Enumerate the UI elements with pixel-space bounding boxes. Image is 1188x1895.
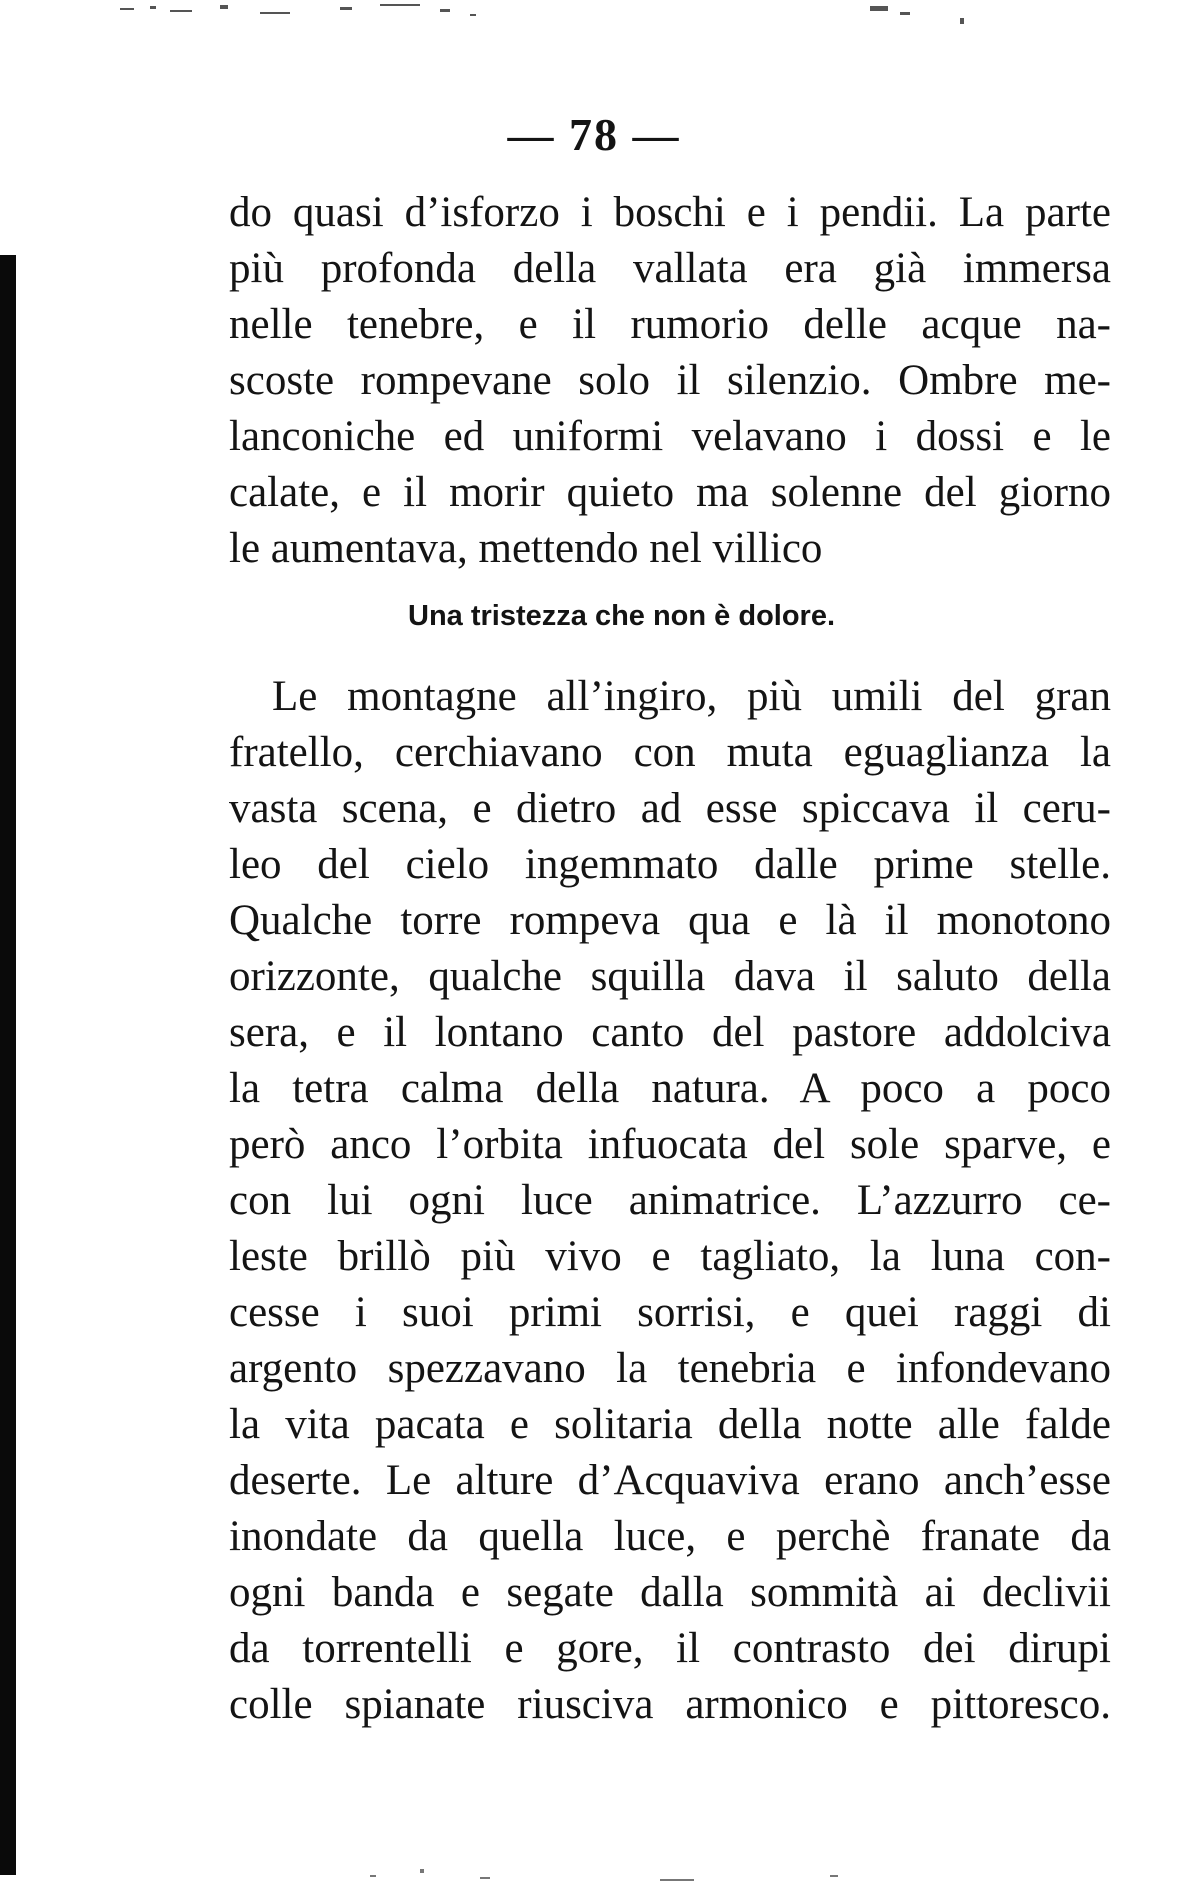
text-line: colle spianate riusciva armonico e pittoresco. (229, 1681, 1111, 1728)
text-line: la tetra calma della natura. A poco a poco (229, 1065, 1111, 1112)
text-line: leo del cielo ingemmato dalle prime stelle. (229, 841, 1111, 888)
text-line: Qualche torre rompeva qua e là il monotono (229, 897, 1111, 944)
text-line: argento spezzavano la tenebria e infondevano (229, 1345, 1111, 1392)
text-line: calate, e il morir quieto ma solenne del giorno (229, 469, 1111, 516)
text-line: con lui ogni luce animatrice. L’azzurro ce- (229, 1177, 1111, 1224)
page-number: — 78 — (507, 109, 681, 160)
text-line: le aumentava, mettendo nel villico (229, 525, 823, 572)
text-line: nelle tenebre, e il rumorio delle acque na- (229, 301, 1111, 348)
text-line: vasta scena, e dietro ad esse spiccava il ceru- (229, 785, 1111, 832)
text-line: Le montagne all’ingiro, più umili del gran (272, 673, 1111, 720)
text-line: scoste rompevane solo il silenzio. Ombre me- (229, 357, 1111, 404)
text-line: leste brillò più vivo e tagliato, la luna con- (229, 1233, 1111, 1280)
text-line: fratello, cerchiavano con muta eguaglianza la (229, 729, 1111, 776)
text-line: lanconiche ed uniformi velavano i dossi e le (229, 413, 1111, 460)
text-line: do quasi d’isforzo i boschi e i pendii. La parte (229, 189, 1111, 236)
page-left-edge-shadow (0, 255, 16, 1875)
text-line: orizzonte, qualche squilla dava il saluto della (229, 953, 1111, 1000)
quoted-verse: Una tristezza che non è dolore. (408, 600, 836, 632)
scan-noise-top (110, 0, 1070, 40)
text-line: da torrentelli e gore, il contrasto dei dirupi (229, 1625, 1111, 1672)
text-line: inondate da quella luce, e perchè franate da (229, 1513, 1111, 1560)
scan-noise-bottom (360, 1855, 880, 1885)
text-line: cesse i suoi primi sorrisi, e quei raggi di (229, 1289, 1111, 1336)
text-line: la vita pacata e solitaria della notte alle falde (229, 1401, 1111, 1448)
text-line: deserte. Le alture d’Acquaviva erano anch’esse (229, 1457, 1111, 1504)
text-line: sera, e il lontano canto del pastore addolciva (229, 1009, 1111, 1056)
text-line: più profonda della vallata era già immersa (229, 245, 1111, 292)
text-line: però anco l’orbita infuocata del sole sparve, e (229, 1121, 1111, 1168)
text-line: ogni banda e segate dalla sommità ai declivii (229, 1569, 1111, 1616)
